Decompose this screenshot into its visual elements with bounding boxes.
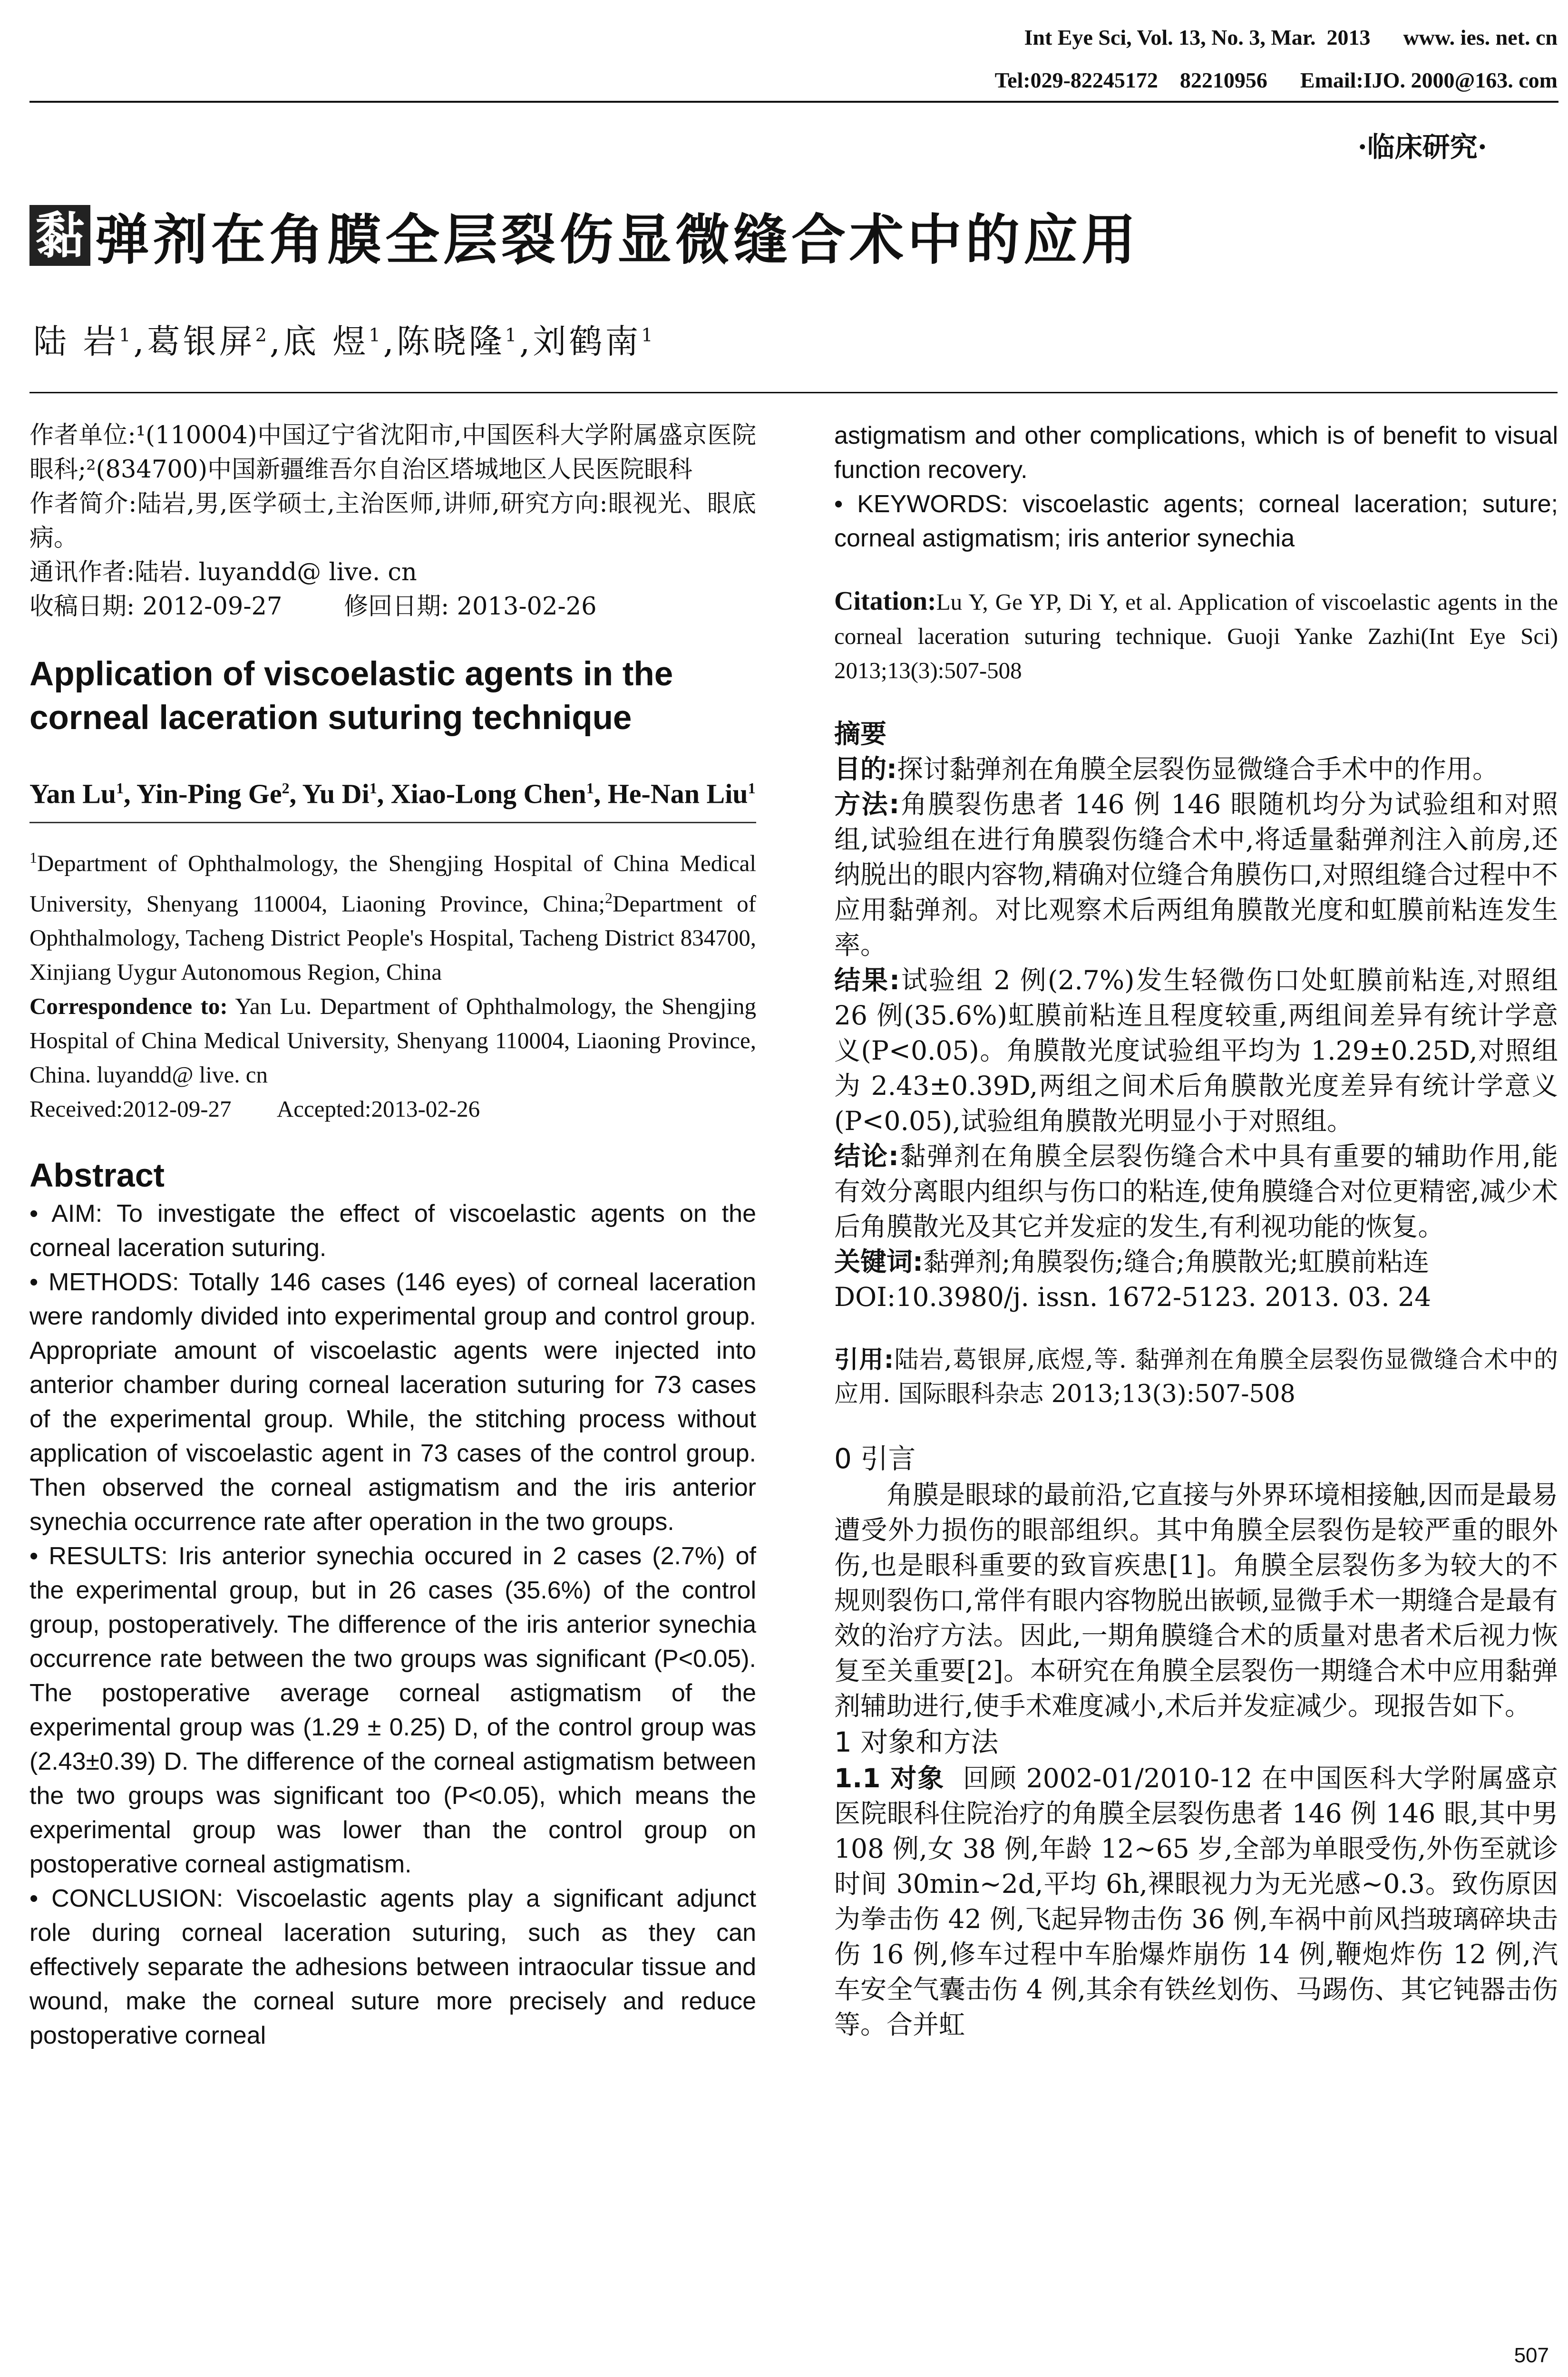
author-name: 葛银屏 <box>146 322 255 361</box>
corresponding-author: 通讯作者:陆岩. luyandd@ live. cn <box>29 558 417 586</box>
cn-abstract-results <box>834 963 1558 1139</box>
author-divider <box>29 822 756 823</box>
aff-sup: 2 <box>605 889 613 906</box>
cn-abstract-methods <box>834 787 1558 963</box>
keywords-en: • KEYWORDS: viscoelastic agents; corneal laceration; suture; corneal astigmatism; iris anterior synechia <box>834 490 1558 552</box>
abstract-conclusion: • CONCLUSION: Viscoelastic agents play a significant adjunct role during corneal laceration suturing, such as they can effectively separate the adhesions between intraocular tissue and wound, make the corneal suture more precisely and reduce postoperative corneal <box>29 1884 756 2049</box>
author-name: 陆 岩 <box>33 322 119 361</box>
section-intro-heading: 0 引言 <box>834 1442 916 1475</box>
title-divider <box>29 392 1558 393</box>
abstract-methods: • METHODS: Totally 146 cases (146 eyes) of corneal laceration were randomly divided into experimental group and control group. Appropriate amount of viscoelastic agents were injected into anterior chamber during corneal laceration suturing for 73 cases of the experimental group. While, the stitching process without application of viscoelastic agent in 73 cases of the control group. Then observed the corneal astigmatism and the iris anterior synechia occurrence rate after operation in the two groups. <box>29 1268 756 1536</box>
author-sup: 2 <box>255 324 270 346</box>
correspondence-text: Yan Lu. Department of Ophthalmology, the Shengjing Hospital of China Medical University, Shenyang 110004, Liaoning Province, China. luyandd@ live. cn <box>29 993 756 1088</box>
citation-label: Citation: <box>834 586 936 616</box>
correspondence-label: Correspondence to: <box>29 993 228 1019</box>
label-results: 结果: <box>834 965 900 995</box>
author-sup: 1 <box>369 779 377 797</box>
journal-header-line2: Tel:029-82245172 82210956 Email:IJO. 2000@163. com <box>994 68 1558 92</box>
citation-cn <box>834 1343 1558 1412</box>
title-text: 弹剂在角膜全层裂伤显微缝合术中的应用 <box>95 208 1140 272</box>
methods-paragraph <box>834 1761 1567 2042</box>
article-title <box>29 202 1140 272</box>
received-date-cn: 收稿日期: 2012-09-27 修回日期: 2013-02-26 <box>29 593 597 621</box>
author-name-en: Xiao-Long Chen <box>390 778 586 809</box>
label-methods: 方法: <box>834 789 900 819</box>
abstract-aim: • AIM: To investigate the effect of viscoelastic agents on the corneal laceration suturing. <box>29 1199 756 1262</box>
methods-text: 回顾 2002-01/2010-12 在中国医科大学附属盛京医院眼科住院治疗的角膜全层裂伤患者 146 例 146 眼,其中男 108 例,女 38 例,年龄 12~65 岁,全部为单眼受伤,外伤至就诊时间 30min~2d,平均 6h,裸眼视力为无光感~0.3。致伤原因为拳击伤 42 例,飞起异物击伤 36 例,车祸中前风挡玻璃碎块击伤 16 例,修车过程中车胎爆炸崩伤 14 例,鞭炮炸伤 12 例,汽车安全气囊击伤 4 例,其余有铁丝划伤、马踢伤、其它钝器击伤等。合并虹 <box>834 1763 1567 2040</box>
cn-abstract-conclusion <box>834 1139 1558 1244</box>
section-label: ·临床研究· <box>1357 131 1487 163</box>
label-conclusion: 结论: <box>834 1141 899 1171</box>
author-name: 刘鹤南 <box>533 322 642 361</box>
cite-cn-text: 陆岩,葛银屏,底煜,等. 黏弹剂在角膜全层裂伤显微缝合术中的应用. 国际眼科杂志 2013;13(3):507-508 <box>834 1346 1558 1408</box>
author-sup: 2 <box>282 779 290 797</box>
text-conclusion: 黏弹剂在角膜全层裂伤缝合术中具有重要的辅助作用,能有效分离眼内组织与伤口的粘连,使角膜缝合对位更精密,减少术后角膜散光及其它并发症的发生,有利视功能的恢复。 <box>834 1141 1558 1242</box>
label-aim: 目的: <box>834 754 897 784</box>
page-number: 507 <box>1514 2344 1549 2367</box>
citation-en <box>834 584 1558 688</box>
affiliation-cn: 作者单位:¹(110004)中国辽宁省沈阳市,中国医科大学附属盛京医院眼科;²(834700)中国新疆维吾尔自治区塔城地区人民医院眼科 <box>29 421 756 484</box>
cn-keywords <box>834 1244 1558 1279</box>
cn-abstract-heading: 摘要 <box>834 719 887 749</box>
doi: DOI:10.3980/j. issn. 1672-5123. 2013. 03. 24 <box>834 1282 1432 1312</box>
label-keywords: 关键词: <box>834 1247 923 1277</box>
author-name-en: Yin-Ping Ge <box>136 778 282 809</box>
author-sup: 1 <box>116 779 124 797</box>
citation-text: Lu Y, Ge YP, Di Y, et al. Application of viscoelastic agents in the corneal laceration suturing technique. Guoji Yanke Zazhi(Int Eye Sci) 2013;13(3):507-508 <box>834 589 1558 683</box>
abstract-results: • RESULTS: Iris anterior synechia occured in 2 cases (2.7%) of the experimental group, but in 26 cases (35.6%) of the control group, postoperatively. The difference of the iris anterior synechia occurrence rate between the two groups was significant (P<0.05). The postoperative average corneal astigmatism of the experimental group was (1.29 ± 0.25) D, of the control group was (2.43±0.39) D. The difference of the corneal astigmatism between the two groups was significant too (P<0.05), which means the experimental group was lower than the control group on postoperative corneal astigmatism. <box>29 1542 756 1878</box>
received-date-en: Received:2012-09-27 Accepted:2013-02-26 <box>29 1095 480 1122</box>
abstract-heading: Abstract <box>29 1156 165 1194</box>
author-sup: 1 <box>641 324 656 346</box>
author-sup: 1 <box>119 324 134 346</box>
text-results: 试验组 2 例(2.7%)发生轻微伤口处虹膜前粘连,对照组 26 例(35.6%)虹膜前粘连且程度较重,两组间差异有统计学意义(P<0.05)。角膜散光度试验组平均为 1.29±0.25D,对照组为 2.43±0.39D,两组之间术后角膜散光度差异有统计学意义(P<0.05),试验组角膜散光明显小于对照组。 <box>834 965 1558 1136</box>
author-list-en: Yan Lu$^1$, Yin-Ping Ge$^2$, Yu Di$^1$, Xiao-Long Chen$^1$, He-Nan Liu$^1$ <box>29 778 756 809</box>
author-sup: 1 <box>586 779 594 797</box>
header-divider <box>29 101 1558 103</box>
author-name-en: Yan Lu <box>29 778 117 809</box>
author-name-en: Yu Di <box>302 778 370 809</box>
left-column <box>29 419 756 2053</box>
right-column <box>834 419 1567 2042</box>
author-intro: 作者简介:陆岩,男,医学硕士,主治医师,讲师,研究方向:眼视光、眼底病。 <box>29 490 756 552</box>
text-keywords: 黏弹剂;角膜裂伤;缝合;角膜散光;虹膜前粘连 <box>923 1247 1430 1277</box>
author-sup: 1 <box>369 324 383 346</box>
author-sup: 1 <box>748 779 756 797</box>
text-aim: 探讨黏弹剂在角膜全层裂伤显微缝合手术中的作用。 <box>897 754 1499 784</box>
author-name: 底 煜 <box>283 322 369 361</box>
section-methods-heading: 1 对象和方法 <box>834 1726 999 1758</box>
title-boxed-char: 黏 <box>29 205 90 266</box>
cite-cn-label: 引用: <box>834 1346 894 1374</box>
aff1-text: Department of Ophthalmology, the Shengjing Hospital of China Medical University, Shenyang 110004, Liaoning Province, China; <box>29 850 756 916</box>
abstract-continued: astigmatism and other complications, which is of benefit to visual function recovery. <box>834 422 1558 484</box>
journal-header-line1: Int Eye Sci, Vol. 13, No. 3, Mar. 2013 www. ies. net. cn <box>1024 25 1558 49</box>
intro-paragraph: 角膜是眼球的最前沿,它直接与外界环境相接触,因而是最易遭受外力损伤的眼部组织。其中角膜全层裂伤是较严重的眼外伤,也是眼科重要的致盲疾患[1]。角膜全层裂伤多为较大的不规则裂伤口,常伴有眼内容物脱出嵌顿,显微手术一期缝合是最有效的治疗方法。因此,一期角膜缝合术的质量对患者术后视力恢复至关重要[2]。本研究在角膜全层裂伤一期缝合术中应用黏弹剂辅助进行,使手术难度减小,术后并发症减少。现报告如下。 <box>834 1480 1558 1721</box>
english-title: Application of viscoelastic agents in the corneal laceration suturing technique <box>29 655 673 737</box>
author-name-en: He-Nan Liu <box>607 778 748 809</box>
text-methods: 角膜裂伤患者 146 例 146 眼随机均分为试验组和对照组,试验组在进行角膜裂伤缝合术中,将适量黏弹剂注入前房,还纳脱出的眼内容物,精确对位缝合角膜伤口,对照组缝合过程中不应用黏弹剂。对比观察术后两组角膜散光度和虹膜前粘连发生率。 <box>834 789 1558 960</box>
author-name: 陈晓隆 <box>396 322 505 361</box>
aff2-text: Department of Ophthalmology, Tacheng District People's Hospital, Tacheng District 834700, Xinjiang Uygur Autonomous Region, China <box>29 890 757 985</box>
aff-sup: 1 <box>29 849 37 867</box>
correspondence <box>29 989 756 1092</box>
affiliation-en <box>29 840 756 989</box>
author-list-cn: 陆 岩$^1$,葛银屏$^2$,底 煜$^1$,陈晓隆$^1$,刘鹤南$^1$ <box>33 322 656 361</box>
author-sup: 1 <box>505 324 520 346</box>
subsection-label: 1.1 对象 <box>834 1763 945 1793</box>
cn-abstract-aim <box>834 751 1558 787</box>
